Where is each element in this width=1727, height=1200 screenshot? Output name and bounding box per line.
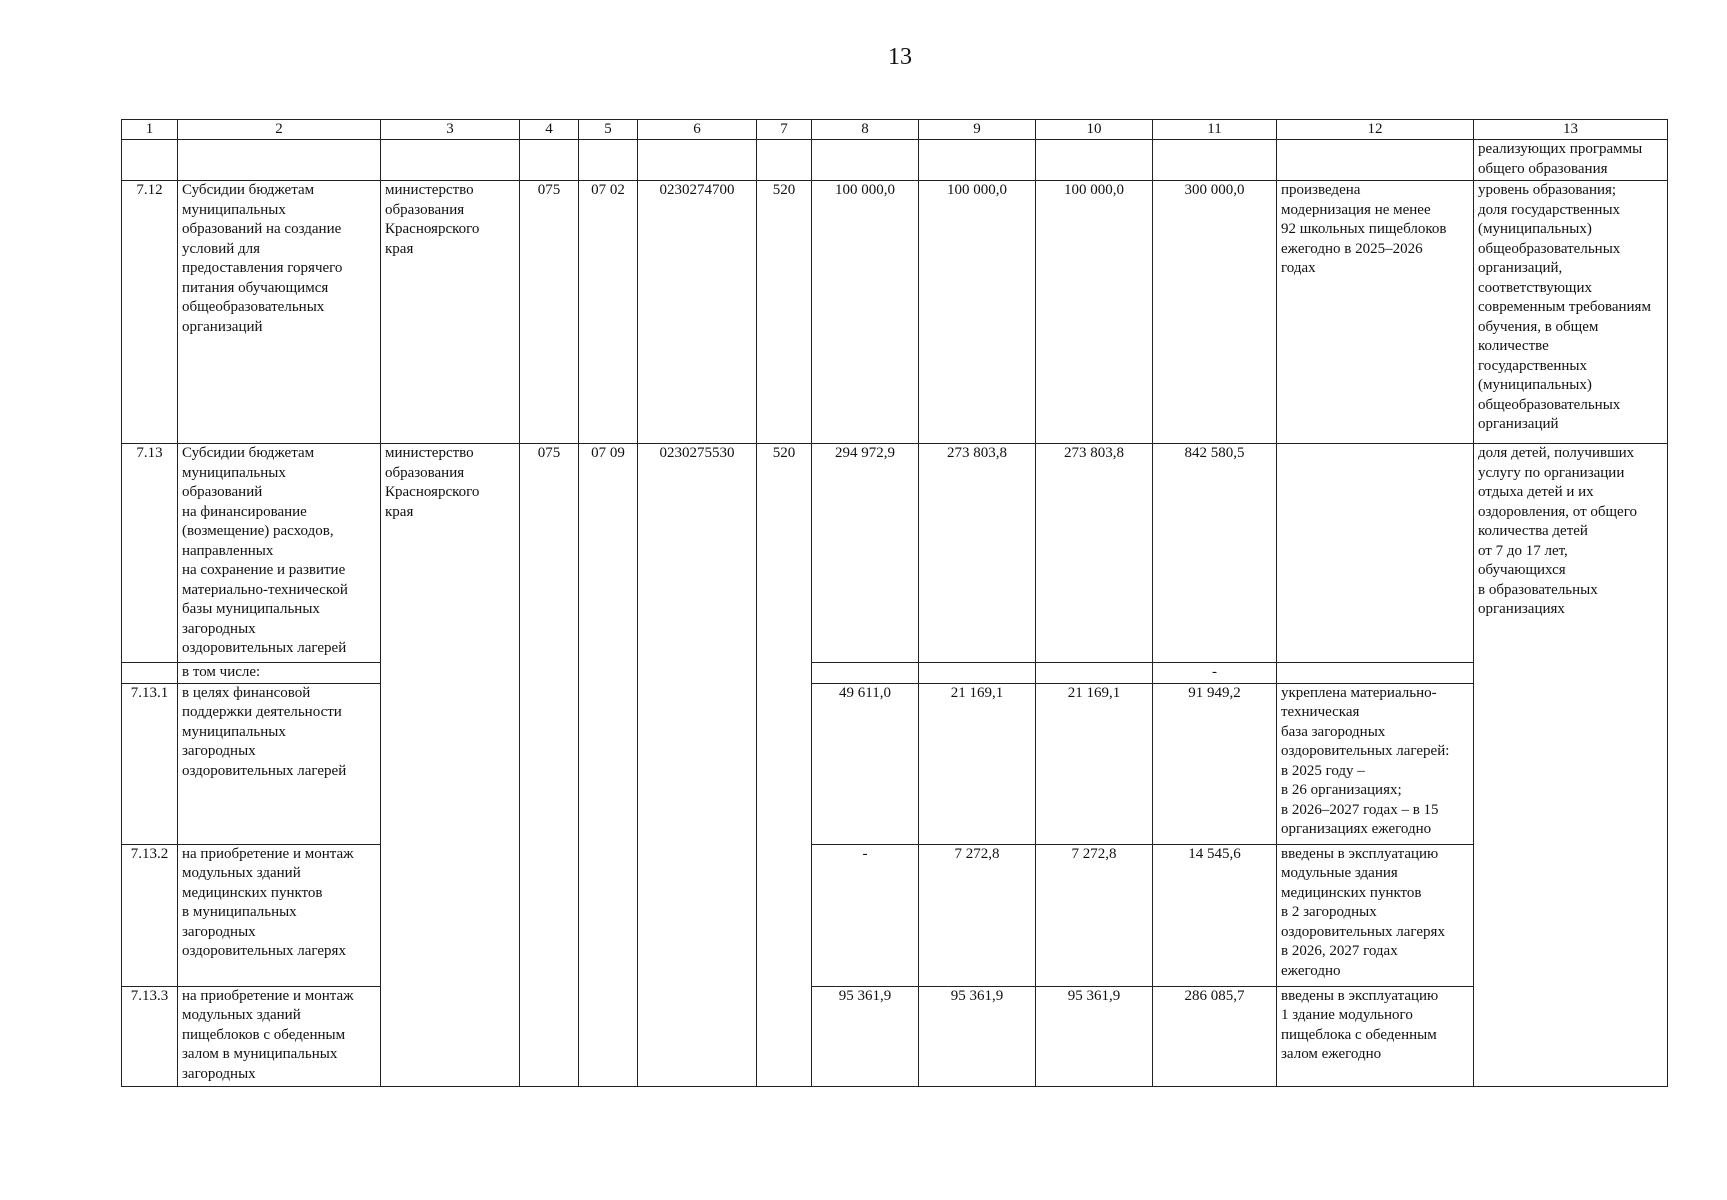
amount-2027: 95 361,9 (1036, 986, 1153, 1086)
measure-name: на приобретение и монтаж модульных зданий медицинских пунктов в муниципальных загородных оздоровительных лагерях (178, 844, 381, 986)
grbs-code: 075 (520, 181, 579, 444)
row-number: 7.13 (122, 444, 178, 663)
column-number-row (122, 120, 1668, 140)
amount-total: 300 000,0 (1153, 181, 1277, 444)
expected-result: введены в эксплуатацию модульные здания медицинских пунктов в 2 загородных оздоровительных лагерях в 2026, 2027 годах ежегодно (1277, 844, 1474, 986)
measure-name: в том числе: (178, 663, 381, 684)
table-row (122, 986, 1668, 1086)
row-number: 7.13.3 (122, 986, 178, 1086)
csr-code: 0230274700 (638, 181, 757, 444)
measure-name: Субсидии бюджетам муниципальных образований на финансирование (возмещение) расходов, направленных на сохранение и развитие материально-технической базы муниципальных загородных оздоровительных лагерей (178, 444, 381, 663)
measure-name: Субсидии бюджетам муниципальных образований на создание условий для предоставления горячего питания обучающимся общеобразовательных организаций (178, 181, 381, 444)
amount-total: 842 580,5 (1153, 444, 1277, 663)
executor: министерство образования Красноярского края (381, 181, 520, 444)
grbs-code: 075 (520, 444, 579, 1087)
table-row (122, 844, 1668, 986)
header-cell: 1 (122, 120, 178, 140)
amount-2025: - (812, 844, 919, 986)
amount-total: - (1153, 663, 1277, 684)
amount-2025: 294 972,9 (812, 444, 919, 663)
indicator-cell: уровень образования; доля государственных (муниципальных) общеобразовательных организаций, соответствующих современным требованиям обучения, в общем количестве государственных (муниципальных) общеобразовательных организаций (1474, 181, 1668, 444)
continuation-row (122, 140, 1668, 181)
header-cell: 13 (1474, 120, 1668, 140)
table-row (122, 683, 1668, 844)
rzpr-code: 07 09 (579, 444, 638, 1087)
header-cell: 6 (638, 120, 757, 140)
amount-2027: 21 169,1 (1036, 683, 1153, 844)
amount-2027: 273 803,8 (1036, 444, 1153, 663)
measure-name: в целях финансовой поддержки деятельности муниципальных загородных оздоровительных лагерей (178, 683, 381, 844)
amount-2026: 7 272,8 (919, 844, 1036, 986)
expected-result (1277, 444, 1474, 663)
rzpr-code: 07 02 (579, 181, 638, 444)
header-cell: 5 (579, 120, 638, 140)
header-cell: 12 (1277, 120, 1474, 140)
table-row (122, 444, 1668, 663)
amount-2025: 100 000,0 (812, 181, 919, 444)
header-cell: 2 (178, 120, 381, 140)
amount-total: 91 949,2 (1153, 683, 1277, 844)
row-number (122, 663, 178, 684)
page-number: 13 (888, 44, 912, 70)
row-number: 7.13.1 (122, 683, 178, 844)
header-cell: 8 (812, 120, 919, 140)
expected-result: укреплена материально- техническая база загородных оздоровительных лагерей: в 2025 году – в 26 организациях; в 2026–2027 годах – в 15 организациях ежегодно (1277, 683, 1474, 844)
amount-2026: 273 803,8 (919, 444, 1036, 663)
measure-name: на приобретение и монтаж модульных зданий пищеблоков с обеденным залом в муниципальных загородных (178, 986, 381, 1086)
amount-2025: 95 361,9 (812, 986, 919, 1086)
indicator-cell: доля детей, получивших услугу по организации отдыха детей и их оздоровления, от общего количества детей от 7 до 17 лет, обучающихся в образовательных организациях (1474, 444, 1668, 1087)
including-row (122, 663, 1668, 684)
amount-2026: 21 169,1 (919, 683, 1036, 844)
header-cell: 3 (381, 120, 520, 140)
row-number: 7.13.2 (122, 844, 178, 986)
expected-result: введены в эксплуатацию 1 здание модульного пищеблока с обеденным залом ежегодно (1277, 986, 1474, 1086)
amount-2026: 95 361,9 (919, 986, 1036, 1086)
amount-2027: 7 272,8 (1036, 844, 1153, 986)
amount-total: 286 085,7 (1153, 986, 1277, 1086)
vr-code: 520 (757, 181, 812, 444)
header-cell: 11 (1153, 120, 1277, 140)
expected-result: произведена модернизация не менее 92 школьных пищеблоков ежегодно в 2025–2026 годах (1277, 181, 1474, 444)
header-cell: 9 (919, 120, 1036, 140)
table-row (122, 181, 1668, 444)
header-cell: 4 (520, 120, 579, 140)
row-number: 7.12 (122, 181, 178, 444)
amount-2026: 100 000,0 (919, 181, 1036, 444)
header-cell: 10 (1036, 120, 1153, 140)
amount-2027: 100 000,0 (1036, 181, 1153, 444)
executor: министерство образования Красноярского края (381, 444, 520, 1087)
csr-code: 0230275530 (638, 444, 757, 1087)
indicator-cell: реализующих программы общего образования (1474, 140, 1668, 181)
amount-total: 14 545,6 (1153, 844, 1277, 986)
header-cell: 7 (757, 120, 812, 140)
amount-2025: 49 611,0 (812, 683, 919, 844)
vr-code: 520 (757, 444, 812, 1087)
budget-table (121, 119, 1668, 1087)
